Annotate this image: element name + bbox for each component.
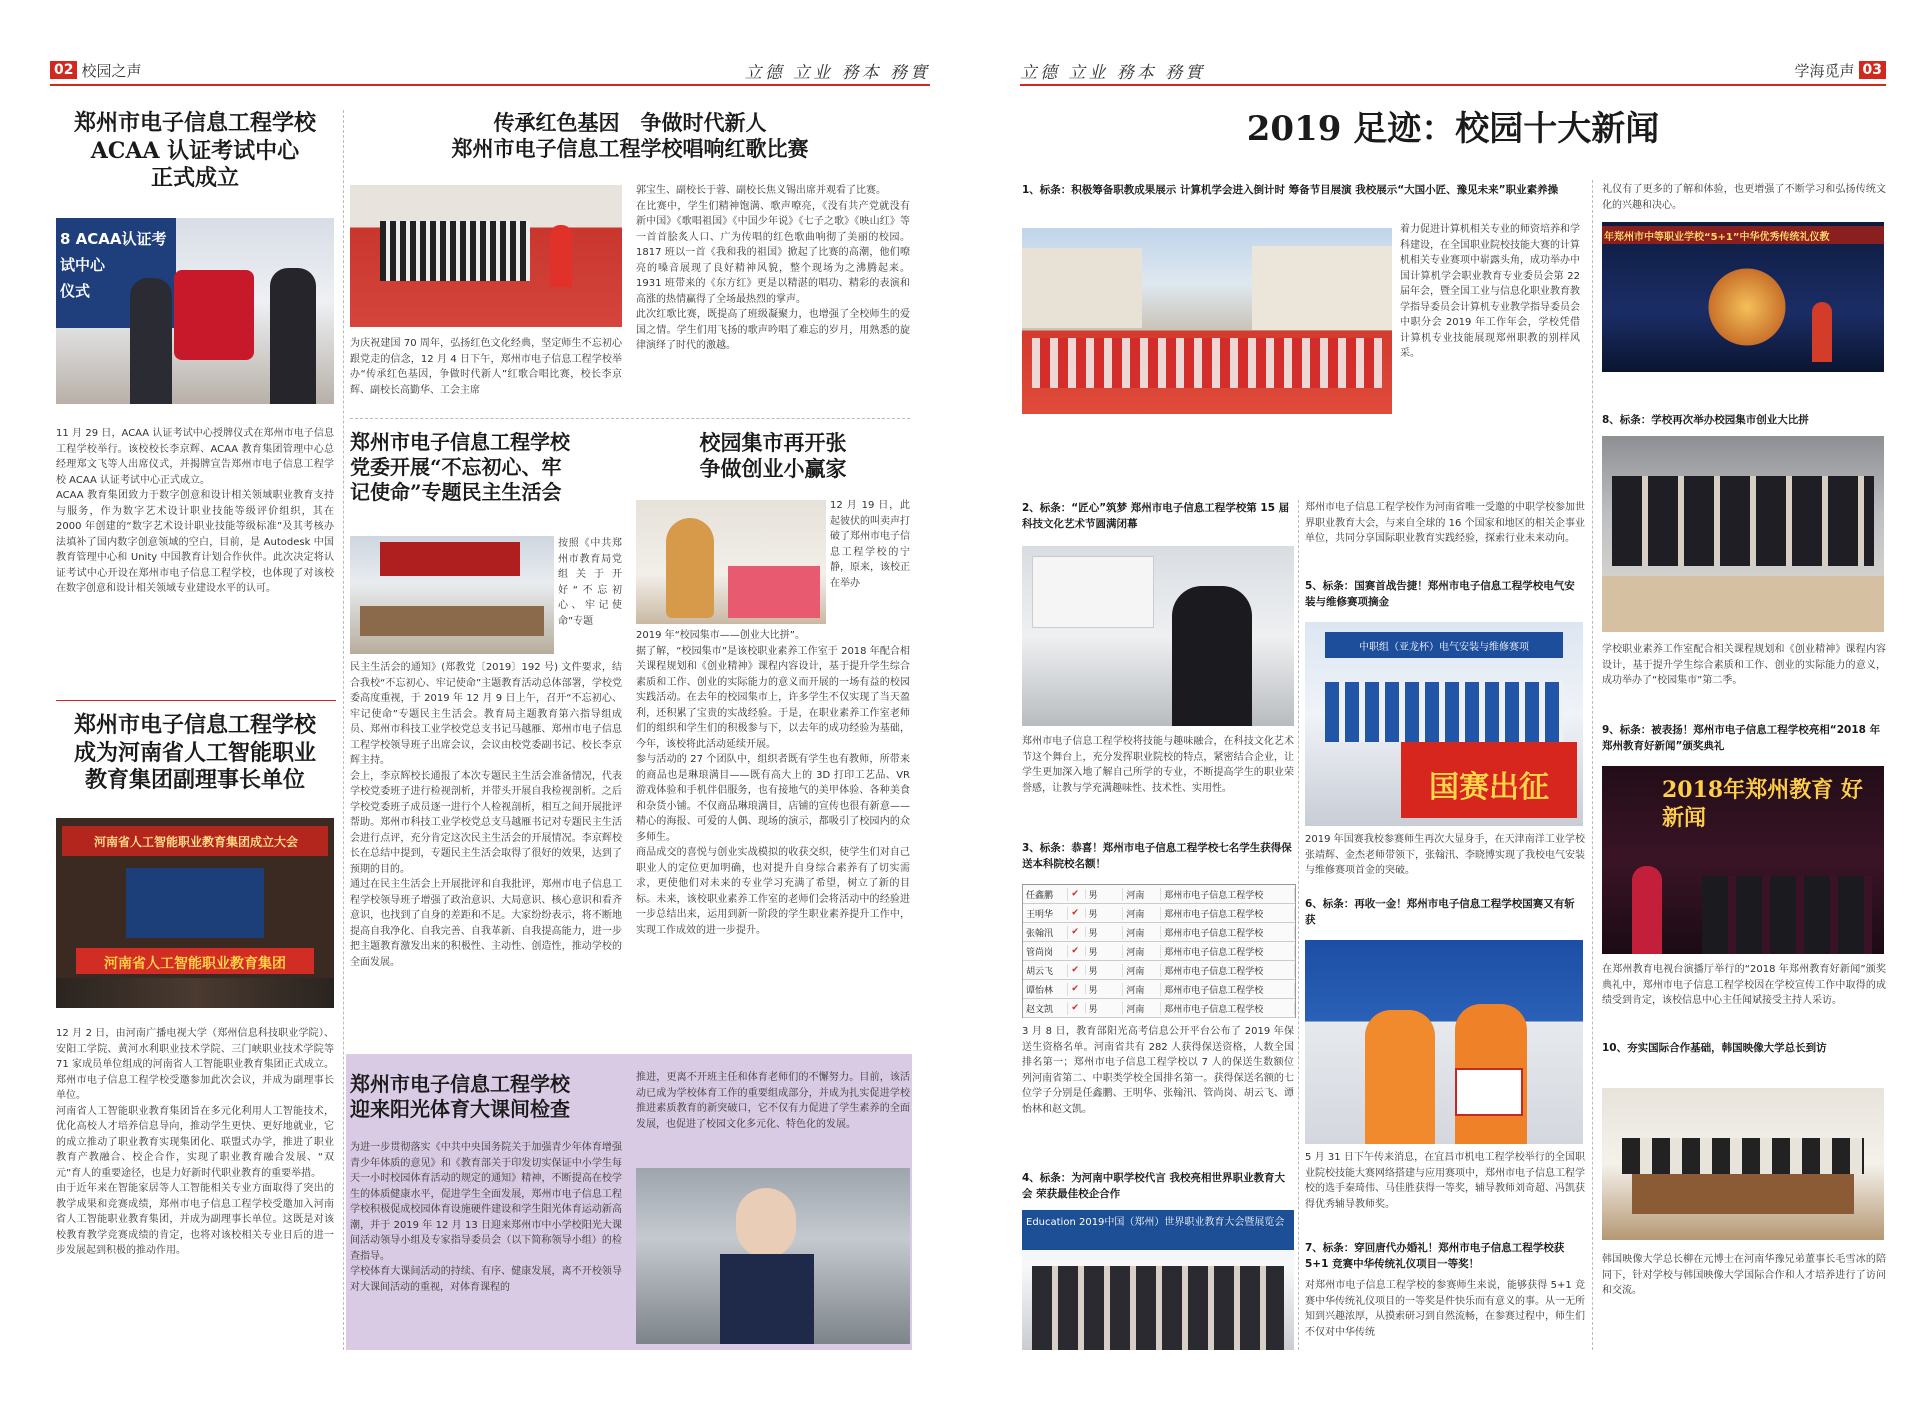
header-rule — [50, 84, 930, 86]
admit-province: 河南 — [1123, 1002, 1161, 1015]
admit-name: 张翰汛 — [1023, 926, 1068, 939]
column-divider — [1298, 500, 1299, 1350]
divider — [56, 700, 336, 701]
student-face — [736, 1188, 796, 1258]
attendees — [1622, 1138, 1864, 1174]
news-5-heading: 5、标条：国赛首战告捷！郑州市电子信息工程学校电气安装与维修赛项摘金 — [1305, 580, 1575, 608]
ai-group-photo — [56, 818, 334, 1008]
check-icon: ✔ — [1068, 1003, 1085, 1013]
news-1-heading: 1、标条：积极筹备职教成果展示 计算机学会进入倒计时 筹备节目展演 我校展示“大国小匠、豫见未来”职业素养操 — [1022, 184, 1559, 196]
news-10-photo — [1602, 1088, 1884, 1240]
news-7-body-cont: 礼仪有了更多的了解和体验，也更增强了不断学习和弘扬传统文化的兴趣和决心。 — [1602, 184, 1886, 211]
building — [1022, 248, 1142, 328]
news-main-title: 2019 足迹：校园十大新闻 — [1246, 109, 1660, 149]
check-icon: ✔ — [1068, 908, 1085, 918]
sports-title: 郑州市电子信息工程学校 迎来阳光体育大课间检查 — [350, 1072, 570, 1121]
building — [1252, 246, 1392, 330]
ai-group-body: 12 月 2 日，由河南广播电视大学（郑州信息科技职业学院）、安阳工学院、黄河水利职业技术学院、三门峡职业技术学院等 71 家成员单位组成的河南省人工智能职业教育集团正式成立。郑州市电子信息工程学校受邀参加此次会议，并成为副理事长单位。 河南省人工智能职业教育集团旨在多元化利用人工智能技术，优化高校人才培养信息导向，推动学生更快、更好地就业，它的成立推动了职业教育实现集团化、联盟式办学，推进了职业教育产教融合、校企合作，实现了职业教育融合发展、“双元”育人的重要途径，也是力好新时代职业教育的重要举措。 由于近年来在智能家居等人工智能相关专业方面取得了突出的教学成果和竞赛成绩，郑州市电子信息工程学校受邀加入河南省人工智能职业教育集团，并成为副理事长单位。这既是对该校教育教学竞赛成绩的肯定，也将对该校相关专业日后的进一步发展起到积极的推动作用。 — [56, 1028, 334, 1256]
person-right — [270, 268, 316, 404]
dancer — [550, 225, 572, 287]
news-6-heading: 6、标条：再收一金！郑州市电子信息工程学校国赛又有斩获 — [1305, 898, 1575, 926]
stall-table — [1602, 576, 1884, 632]
group-people — [1032, 1266, 1284, 1350]
news-1-body: 着力促进计算机相关专业的师资培养和学科建设，在全国职业院校技能大赛的计算机相关专业赛项中崭露头角，成功举办中国计算机学会职业教育专业委员会第 22 届年会，暨全国工业与信息化职业教育教学指导委员会计算机专业教学指导委员会中职分会 2019 年工作年会，学校凭借计算机专业技能展现郑州职教的别样风采。 — [1400, 224, 1580, 359]
table-row — [1023, 961, 1295, 980]
acaa-backdrop-text: 8 ACAA认证考试中心 仪式 — [60, 230, 167, 300]
bear-mascot — [666, 518, 714, 618]
meeting-screen — [380, 542, 520, 576]
news-10-body: 韩国映像大学总长柳在元博士在河南华豫兄弟董事长毛雪冰的陪同下，针对学校与韩国映像大学国际合作和人才培养进行了访问和交流。 — [1602, 1254, 1886, 1296]
admit-sex: 男 — [1086, 926, 1124, 939]
section-name: 校园之声 — [81, 61, 142, 80]
performers — [1032, 338, 1382, 388]
stage-screen-text: 河南省人工智能职业教育集团成立大会 — [93, 835, 298, 849]
admit-sex: 男 — [1086, 945, 1124, 958]
choir — [380, 221, 530, 281]
news-6-photo — [1305, 940, 1583, 1144]
news-3-body: 3 月 8 日，教育部阳光高考信息公开平台公布了 2019 年保送生资格名单。河南省共有 282 人获得保送资格，人数全国排名第一；郑州市电子信息工程学校以 7 人的保送生数额位列河南省第二、中职类学校全国排名第一。获得保送名额的七位学子分别是任鑫鹏、王明华、张翰汛、管尚岗、胡云飞、谭怡林和赵文凯。 — [1022, 1026, 1294, 1115]
sports-photo — [636, 1168, 910, 1344]
stage-banner-text: 河南省人工智能职业教育集团 — [104, 956, 286, 972]
admit-name: 赵文凯 — [1023, 1002, 1068, 1015]
admit-school: 郑州市电子信息工程学校 — [1161, 907, 1295, 920]
check-icon: ✔ — [1068, 889, 1085, 899]
admit-school: 郑州市电子信息工程学校 — [1161, 964, 1295, 977]
admit-name: 任鑫鹏 — [1023, 888, 1068, 901]
acaa-body: 11 月 29 日，ACAA 认证考试中心授牌仪式在郑州市电子信息工程学校举行。该校校长李京辉、ACAA 教育集团管理中心总经理郑文飞等人出席仪式，并揭牌宣告郑州市电子信息工程学校 ACAA 认证考试中心正式成立。 ACAA 教育集团致力于数字创意和设计相关领域职业教育支持与服务，作为数字艺术设计职业技能等级评价组织，其在 2000 年创建的“数字艺术设计职业技能等级标准”及其考核办法填补了国内数字创意领域的空白，目前，是 Autodesk 中国教育管理中心和 Unity 中国教育计划合作伙伴。此次决定将认证考试中心开设在郑州市电子信息工程学校，也体现了对该校在数字创意和设计相关领域专业建设水平的认可。 — [56, 428, 334, 594]
table-row — [1023, 923, 1295, 942]
market-body-b: 2019 年“校园集市——创业大比拼”。 据了解，“校园集市”是该校职业素养工作室于 2018 年配合相关课程规划和《创业精神》课程内容设计，基于提升学生综合素质和工作、创业的实际能力的意义而开展的一场有益的校园实践活动。在去年的校园集市上，许多学生不仅实现了当天盈利，还积累了宝贵的实战经验。于是，在职业素养工作室老师们的组织和学生们的积极参与下，以去年的成功经验为基础，今年，该校将此活动延续开展。 参与活动的 27 个团队中，组织者既有学生也有教师，所带来的商品也是琳琅满目——既有高大上的 3D 打印工艺品、VR 游戏体验和手机伴侣服务，也有接地气的美甲体验、各种美食和杂货小铺。不仅商品琳琅满目，店铺的宣传也很有新意——精心的海报、可爱的人偶、现场的演示，都吸引了校园内的众多师生。 商品成交的喜悦与创业实战模拟的收获交织，使学生们对自己职业人的定位更加明确，也对提升自身综合素养有了切实需求，更使他们对未来的专业学习充满了希望，树立了新的目标。未来，该校职业素养工作室的老师们会将活动中的经验进一步总结出来，运用到新一阶段的学生职业素养提升工作中，实现工作成效的进一步提升。 — [636, 630, 910, 936]
show-title: 2018年郑州教育 好新闻 — [1662, 777, 1863, 831]
admit-sex: 男 — [1086, 888, 1124, 901]
column-divider — [1592, 180, 1593, 1350]
table-row — [1023, 999, 1295, 1018]
student-standing — [1172, 586, 1252, 726]
news-8-photo — [1602, 436, 1884, 632]
news-5-photo — [1305, 622, 1583, 826]
guests — [1702, 876, 1872, 954]
news-1-photo — [1022, 228, 1392, 414]
news-4-photo — [1022, 1210, 1294, 1350]
meeting-table — [360, 606, 544, 636]
news-3-heading: 3、标条：恭喜！郑州市电子信息工程学校七名学生获得保送本科院校名额！ — [1022, 842, 1292, 870]
stage-title-text: 年郑州市中等职业学校“5+1”中华优秀传统礼仪教 — [1604, 232, 1830, 243]
meeting-table — [1632, 1174, 1854, 1214]
party-body-a: 按照《中共郑州市教育局党组关于开好“不忘初心、牢记使命”专题 — [558, 538, 622, 627]
party-body-b: 民主生活会的通知》(郑教党〔2019〕192 号) 文件要求，结合我校“不忘初心、牢记使命”主题教育活动总体部署，学校党委高度重视，于 2019 年 12 月 9 日上午，召开“不忘初心、牢记使命”专题民主生活会。教育局主题教育第六指导组成员、郑州市科技工业学校党总支书记马越雁、郑州市电子信息工程学校领导班子出席会议，会议由校党委副书记、校长李京辉主持。 会上，李京辉校长通报了本次专题民主生活会准备情况，代表学校党委班子进行检视剖析，并带头开展自我检视剖析。之后学校党委班子成员逐一进行个人检视剖析，相互之间开展批评帮助。郑州市科技工业学校党总支马越雁书记对专题民主生活会进行点评，充分肯定这次民主生活会的开展情况。李京辉校长在总结中提到，专题民主生活会取得了很好的效果，达到了预期的目的。 通过在民主生活会上开展批评和自我批评，郑州市电子信息工程学校领导班子增强了政治意识、大局意识、核心意识和看齐意识，也找到了自身的差距和不足。大家纷纷表示，将不断地提高自我净化、自我完善、自我革新、自我提高能力，进一步把主题教育激发出来的积极性、主动性、创造性，推动学校的全面发展。 — [350, 662, 622, 968]
news-9-photo — [1602, 766, 1884, 954]
host — [1632, 866, 1662, 954]
person-left — [130, 278, 172, 404]
admit-school: 郑州市电子信息工程学校 — [1161, 1002, 1295, 1015]
admit-school: 郑州市电子信息工程学校 — [1161, 983, 1295, 996]
expo-backdrop-text: Education 2019中国（郑州）世界职业教育大会暨展览会 — [1026, 1217, 1285, 1228]
songs-photo — [350, 185, 622, 327]
table-row — [1023, 942, 1295, 961]
news-8-body: 学校职业素养工作室配合相关课程规划和《创业精神》课程内容设计，基于提升学生综合素质和工作、创业的实际能力的意义，成功举办了“校园集市”第二季。 — [1602, 644, 1886, 686]
news-8-heading: 8、标条：学校再次举办校园集市创业大比拼 — [1602, 414, 1809, 426]
student-uniform — [720, 1254, 814, 1344]
page-number: 03 — [1859, 61, 1886, 79]
news-7-body: 对郑州市电子信息工程学校的参赛师生来说，能够获得 5+1 竞赛中华传统礼仪项目的一等奖是件快乐而有意义的事。从一无所知到兴趣浓厚，从摸索研习到自然流畅，在参赛过程中，师生们不仅对中华传统 — [1305, 1280, 1585, 1338]
news-9-heading: 9、标条：被表扬！郑州市电子信息工程学校亮相“2018 年郑州教育好新闻”颁奖典礼 — [1602, 724, 1881, 752]
news-2-heading: 2、标条：“匠心”筑梦 郑州市电子信息工程学校第 15 届科技文化艺术节圆满闭幕 — [1022, 502, 1290, 530]
news-2-body: 郑州市电子信息工程学校将技能与趣味融合，在科技文化艺术节这个舞台上，充分发挥职业院校的特点，紧密结合企业，让学生更加深入地了解自己所学的专业，不断提高学生的职业荣誉感，让教与学充满趣味性、技术性、实用性。 — [1022, 736, 1294, 794]
admit-province: 河南 — [1123, 945, 1161, 958]
admit-name: 谭怡林 — [1023, 983, 1068, 996]
admit-school: 郑州市电子信息工程学校 — [1161, 926, 1295, 939]
news-10-heading: 10、夯实国际合作基础，韩国映像大学总长到访 — [1602, 1042, 1827, 1054]
admit-name: 管尚岗 — [1023, 945, 1068, 958]
admit-sex: 男 — [1086, 964, 1124, 977]
market-body-a: 12 月 19 日，此起彼伏的叫卖声打破了郑州市电子信息工程学校的宁静，原来，该校正在举办 — [830, 500, 910, 589]
right-page — [960, 0, 1920, 1403]
right-header — [1020, 58, 1886, 82]
admit-name: 王明华 — [1023, 907, 1068, 920]
news-1-body2: 郑州市电子信息工程学校作为河南省唯一受邀的中职学校参加世界职业教育大会，与来自全球的 16 个国家和地区的相关企事业单位，共同分享国际职业教育实践经验，探索行业未来动向。 — [1305, 502, 1585, 544]
acaa-photo — [56, 218, 334, 404]
audience — [56, 978, 334, 1008]
news-7-heading: 7、标条：穿回唐代办婚礼！郑州市电子信息工程学校获 5+1 竞赛中华传统礼仪项目一等奖！ — [1305, 1242, 1565, 1270]
red-flag-text: 国赛出征 — [1429, 770, 1549, 805]
songs-body-a: 为庆祝建国 70 周年，弘扬红色文化经典，坚定师生不忘初心跟党走的信念，12 月 4 日下午，郑州市电子信息工程学校举办“传承红色基因，争做时代新人”红歌合唱比赛，校长李京辉、副校长高勤华、工会主席 — [350, 338, 622, 396]
section-name: 学海觅声 — [1794, 61, 1855, 80]
plaque-red-cloth — [174, 270, 254, 360]
column-divider — [343, 110, 344, 1350]
page-number: 02 — [50, 61, 77, 79]
check-icon: ✔ — [1068, 927, 1085, 937]
admit-province: 河南 — [1123, 888, 1161, 901]
news-5-body: 2019 年国赛我校参赛师生再次大显身手，在天津南洋工业学校张靖辉、金杰老师带领下，张翰汛、李晓博实现了我校电气安装与维修赛项首金的突破。 — [1305, 834, 1585, 876]
divider — [350, 418, 910, 420]
team — [1325, 682, 1563, 742]
sports-body-b: 推进，更离不开班主任和体育老师们的不懈努力。目前，该活动已成为学校体育工作的重要组成部分，并成为扎实促进学校推进素质教育的新突破口，它不仅有力促进了学生素养的全面发展，也促进了校园文化多元化、特色化的发展。 — [636, 1072, 910, 1130]
admission-table — [1023, 885, 1295, 1018]
admit-province: 河南 — [1123, 983, 1161, 996]
admit-province: 河南 — [1123, 926, 1161, 939]
admit-school: 郑州市电子信息工程学校 — [1161, 888, 1295, 901]
market-stall — [728, 566, 820, 618]
songs-body-b: 郭宝生、副校长于蓉、副校长焦义锡出席并观看了比赛。 在比赛中，学生们精神饱满、歌声嘹亮，《没有共产党就没有新中国》《歌唱祖国》《中国少年说》《七子之歌》《映山红》等一首首脍炙人口、广为传唱的红色歌曲响彻了美丽的校园。1817 班以一首《我和我的祖国》掀起了比赛的高潮，他们嘹亮的嗓音展现了良好精神风貌，整个现场为之沸腾起来。1931 班带来的《东方红》更是以精湛的唱功、精彩的表演和高涨的热情赢得了全场最热烈的掌声。 此次红歌比赛，既提高了班级凝聚力，也增强了全校师生的爱国之情。学生们用飞扬的歌声吟唱了难忘的岁月，用熟悉的旋律演绎了时代的激越。 — [636, 185, 910, 351]
stage-center — [126, 868, 264, 938]
slogan: 立德 立业 務本 務實 — [744, 62, 930, 83]
market-photo — [636, 500, 826, 624]
student-left — [1365, 1010, 1435, 1144]
students-group — [1612, 476, 1874, 566]
sports-body-a: 为进一步贯彻落实《中共中央国务院关于加强青少年体育增强青少年体质的意见》和《教育部关于印发切实保证中小学生每天一小时校园体育活动的规定的通知》精神，不断提高在校学生的体质健康水平，促进学生全面发展，郑州市电子信息工程学校积极促成校园体育设施硬件建设和学生阳光体育运动新高潮，并于 2019 年 12 月 13 日迎来郑州市中小学校阳光大课间活动领导小组及专家指导委员会（以下简称领导小组）的检查指导。 学校体育大课间活动的持续、有序、健康发展，离不开校领导对大课间活动的重视，对体育课程的 — [350, 1142, 622, 1293]
admit-school: 郑州市电子信息工程学校 — [1161, 945, 1295, 958]
performer — [1812, 302, 1832, 362]
acaa-title: 郑州市电子信息工程学校 ACAA 认证考试中心 正式成立 — [73, 110, 316, 191]
left-header — [50, 58, 930, 82]
songs-title: 传承红色基因 争做时代新人 郑州市电子信息工程学校唱响红歌比赛 — [451, 110, 809, 162]
admit-province: 河南 — [1123, 907, 1161, 920]
certificate — [1455, 1068, 1523, 1116]
admit-sex: 男 — [1086, 1002, 1124, 1015]
news-6-body: 5 月 31 日下午传来消息，在宜昌市机电工程学校举行的全国职业院校技能大赛网络搭建与应用赛项中，郑州市电子信息工程学校的选手秦琦伟、马佳胜获得一等奖，辅导教师刘奇超、冯凯获得优秀辅导教师奖。 — [1305, 1152, 1585, 1210]
news-3-table — [1022, 884, 1296, 1018]
slogan: 立德 立业 務本 務實 — [1020, 62, 1206, 83]
table-row — [1023, 904, 1295, 923]
admit-name: 胡云飞 — [1023, 964, 1068, 977]
party-photo — [350, 536, 554, 654]
news-7-photo — [1602, 222, 1884, 372]
admit-sex: 男 — [1086, 907, 1124, 920]
news-2-photo — [1022, 546, 1294, 726]
party-title: 郑州市电子信息工程学校 党委开展“不忘初心、牢 记使命”专题民主生活会 — [350, 430, 570, 504]
check-icon: ✔ — [1068, 965, 1085, 975]
banner-backdrop — [1032, 556, 1154, 628]
market-title: 校园集市再开张 争做创业小赢家 — [699, 430, 847, 482]
admit-province: 河南 — [1123, 964, 1161, 977]
admit-sex: 男 — [1086, 983, 1124, 996]
contest-banner-text: 中职组（亚龙杯）电气安装与维修赛项 — [1359, 642, 1529, 653]
header-rule — [1020, 84, 1886, 86]
check-icon: ✔ — [1068, 984, 1085, 994]
check-icon: ✔ — [1068, 946, 1085, 956]
flower-backdrop — [1702, 262, 1792, 352]
table-row — [1023, 980, 1295, 999]
table-row — [1023, 885, 1295, 904]
news-4-heading: 4、标条：为河南中职学校代言 我校亮相世界职业教育大会 荣获最佳校企合作 — [1022, 1172, 1285, 1200]
news-9-body: 在郑州教育电视台演播厅举行的“2018 年郑州教育好新闻”颁奖典礼中，郑州市电子信息工程学校因在学校宣传工作中取得的成绩受到肯定，该校信息中心主任闻斌接受主持人采访。 — [1602, 964, 1886, 1006]
ai-group-title: 郑州市电子信息工程学校 成为河南省人工智能职业 教育集团副理事长单位 — [73, 712, 316, 793]
